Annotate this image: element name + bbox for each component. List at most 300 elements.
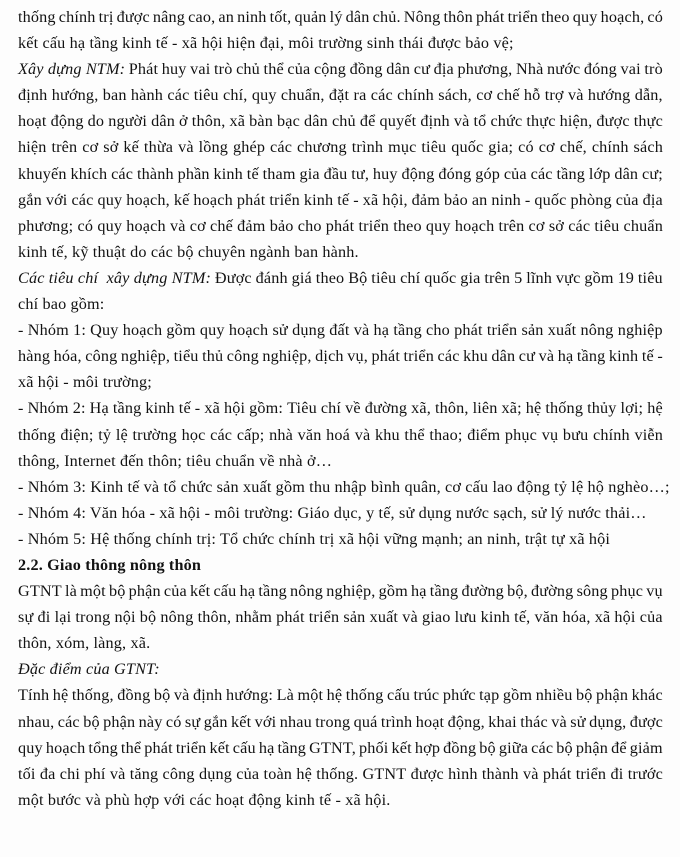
word: quy [199,321,225,340]
document-line [18,448,663,474]
word: gắn [18,190,42,209]
word: tầng [258,582,287,601]
word: thống, [71,686,114,705]
word: vực [555,268,581,287]
word: và [354,425,371,444]
word: nghiệp, [326,582,376,601]
word: kết [231,712,252,731]
word: đặt [328,86,350,105]
word: một [297,686,324,705]
document-line [18,500,663,526]
word: xã [204,399,220,418]
word: các [437,347,460,366]
word: bưu [562,425,589,444]
word: hạ [373,321,390,340]
word: quản [294,8,327,26]
word: dẫn, [634,86,663,105]
word: thao; [429,425,463,444]
italic-lead-in: Các tiêu chí xây dựng NTM: [18,268,212,287]
word: của [639,608,663,627]
word: trên [498,216,525,235]
word: Hạ [89,399,109,418]
word: cấu [387,686,410,705]
word: trong [315,712,351,731]
word: quy [572,8,598,26]
word: phát [454,321,483,340]
document-text-body [18,4,670,813]
word: liên [472,399,498,418]
word: phát [236,190,266,209]
word: hoạch [45,738,86,757]
word: xã [594,608,611,627]
word: thực [633,112,663,131]
word: hệ [52,686,69,705]
word: kết [190,582,211,601]
word: hướng: [225,686,274,705]
word: thôn, [191,112,226,131]
word: dân [304,112,328,131]
word: bảo [269,216,294,235]
line-text: thông, Internet đến thôn; tiêu chuẩn về nhà ở… [18,451,333,470]
word: tiêu [193,86,219,105]
word: và [178,138,194,157]
word: có [77,216,94,235]
word: đảm [237,216,266,235]
word: hệ [326,686,343,705]
word: sự [184,712,201,731]
word: thừa [143,138,174,157]
word: có [518,138,534,157]
document-line [18,56,663,82]
word: tế [246,164,259,183]
word: chính [591,138,629,157]
word: hoạt [18,112,47,131]
word: trợ [544,86,564,105]
word: với [45,190,68,209]
word: điểm [467,425,501,444]
word: Tính [18,686,50,705]
word: tầng [393,321,422,340]
word: phát [325,216,355,235]
word: văn [534,608,559,627]
word: phát [475,8,505,26]
word: các [530,164,553,183]
word: cho [297,216,322,235]
word: tầng [576,347,606,366]
word: sở [548,216,564,235]
word: được [629,712,663,731]
word: trò [644,60,663,79]
word: của [503,164,527,183]
word: dân [614,164,639,183]
word: hoạch [193,190,233,209]
word: hành [130,86,164,105]
word: khác [631,686,663,705]
word: hợp [414,738,441,757]
line-text: kết cấu hạ tầng kinh tế - xã hội hiện đại, môi trường sinh thái được bảo vệ; [18,34,514,53]
word: nông [290,582,324,601]
word: bàn [249,112,273,131]
word: trúc [413,686,440,705]
word: đóng [438,164,472,183]
italic-lead-in: Xây dựng NTM: [18,60,126,79]
line-text: 2.2. Giao thông nông thôn [18,555,202,574]
word: và [109,764,126,783]
document-line [18,474,670,500]
word: chủ. [372,8,401,26]
word: tiểu [173,347,199,366]
word: cư [518,347,536,366]
word: chủ [236,60,260,79]
word: Là [276,686,294,705]
word: cấu [213,582,237,601]
word: triển [308,608,340,627]
word: động, [447,712,485,731]
word: huy [372,164,398,183]
word: phát [276,608,305,627]
word: giao [421,608,451,627]
word: trên [51,138,78,157]
word: hóa, [53,347,82,366]
word: trình [380,712,413,731]
word: triển [403,347,434,366]
word: triển [175,738,207,757]
word: chính [397,86,434,105]
word: công [162,764,195,783]
word: viễn [634,425,663,444]
word: hội [223,399,246,418]
word: về [345,399,361,418]
word: phát [371,347,400,366]
word: vai [620,60,641,79]
word: ghép [232,138,266,157]
word: bạc [277,112,300,131]
word: GTNT, [309,738,356,757]
word: phần [177,164,210,183]
word: dân [491,347,516,366]
document-line [18,161,663,187]
word: Bộ [348,268,368,287]
word: an [471,190,488,209]
document-line [18,369,663,395]
word: - [194,399,201,418]
word: động [50,112,84,131]
word: cư; [642,164,663,183]
word: hiện, [559,112,593,131]
word: chức [490,112,523,131]
word: chính [593,425,630,444]
word: tối [18,764,36,783]
word: thống [545,399,584,418]
word: phục [610,582,644,601]
word: trò [214,60,233,79]
word: hoạch [122,321,163,340]
word: phương, [457,60,513,79]
word: của [615,190,639,209]
word: GTNT [362,764,407,783]
word: phận [103,712,136,731]
word: nước [547,60,581,79]
word: và [402,608,418,627]
word: hoạch, [600,8,645,26]
word: các [568,216,591,235]
word: thể [263,60,284,79]
word: hoạch [228,321,269,340]
word: lồng [198,138,229,157]
word: dịch [315,347,344,366]
word: được [116,8,150,26]
word: dân [386,60,411,79]
word: và [453,112,470,131]
word: các [531,738,554,757]
word: đồng [443,738,477,757]
word: xuất [369,608,399,627]
word: thống. [316,764,359,783]
word: cơ [476,86,493,105]
word: ninh [237,8,267,26]
word: lý [329,8,343,26]
word: kết [209,738,230,757]
word: phí [84,764,106,783]
word: động [401,164,435,183]
word: địa [642,190,663,209]
word: hoạch, [126,190,170,209]
word: các [71,190,94,209]
word: hoạch [454,216,495,235]
word: trên [484,268,511,287]
word: vai [190,60,211,79]
word: và [173,686,190,705]
word: hỗ [523,86,541,105]
word: gồm [378,582,408,601]
word: thống [18,8,56,26]
word: người [108,112,148,131]
word: gồm: [249,399,284,418]
word: triển [507,8,539,26]
word: vụ [541,425,559,444]
word: chính [58,8,96,26]
word: này [138,712,163,731]
word: và [169,216,186,235]
word: các [210,425,233,444]
word: và [353,321,370,340]
word: cho [426,321,450,340]
word: các [270,138,293,157]
document-line [18,761,663,787]
word: xã, [411,399,431,418]
word: quy [18,738,43,757]
word: hóa, [562,608,591,627]
word: 2: [72,399,86,418]
word: thống [18,425,56,444]
word: đi [37,608,51,627]
word: phương; [18,216,74,235]
word: tiêu [371,268,397,287]
word: Nhà [515,60,544,79]
word: tốt, [269,8,292,26]
word: bộ [108,582,126,601]
word: hoá [326,425,351,444]
word: huy [161,60,187,79]
line-text: - Nhóm 3: Kinh tế và tổ chức sản xuất gồm thu nhập bình quân, cơ cấu lao động tỷ lệ hộ nghèo…; [18,477,670,496]
document-line [18,82,663,108]
word: triển [269,190,300,209]
word: sở [103,138,119,157]
word: hướng [587,86,631,105]
word: phối [359,738,389,757]
document-line [18,578,663,604]
word: kinh [213,164,243,183]
word: để [359,112,376,131]
word: nghiệp, [120,347,171,366]
word: vụ [646,582,663,601]
word: tế [337,190,350,209]
word: của [163,582,187,601]
word: hạ [557,347,574,366]
word: chủ [331,112,356,131]
word: dụng, [589,712,627,731]
word: chế [496,86,520,105]
word: nâng [152,8,186,26]
word: điện; [60,425,94,444]
word: tế, [514,608,531,627]
word: chí, [223,86,248,105]
word: thôn, [434,399,469,418]
word: lợi; [620,399,644,418]
word: cộng [313,60,347,79]
word: và [551,712,567,731]
word: quy [97,190,123,209]
line-text: thôn, xóm, làng, xã. [18,634,151,653]
word: thể [120,738,142,757]
word: thôn, [197,608,232,627]
word: tiêu [421,138,447,157]
word: 19 [617,268,634,287]
document-line [18,134,663,160]
word: với [254,712,277,731]
word: thủ [202,347,224,366]
word: dân [151,112,175,131]
word: tế [641,347,654,366]
word: gồm [166,321,196,340]
word: Nông [403,8,441,26]
word: giảm [629,738,663,757]
word: được [410,764,444,783]
word: theo [541,8,570,26]
word: thủy [587,399,617,418]
word: sách [633,138,663,157]
word: của [236,764,260,783]
word: ban [102,86,127,105]
document-line [18,630,663,656]
word: bộ [575,686,593,705]
word: tăng [129,764,159,783]
line-text: xã hội - môi trường; [18,373,152,392]
line-text: - Nhóm 4: Văn hóa - xã hội - môi trường: Giáo dục, y tế, sử dụng nước sạch, sử lý nước thải… [18,503,647,522]
word: - [18,321,24,340]
word: phòng [570,190,612,209]
word: tiêu [594,216,620,235]
word: chương [297,138,347,157]
word: sử [570,712,586,731]
word: đường [461,582,504,601]
word: an [218,8,234,26]
document-line [18,108,663,134]
word: sản [521,321,544,340]
document-line [18,552,663,578]
word: chế, [559,138,587,157]
word: kinh [480,608,511,627]
word: một [80,582,106,601]
word: kinh [303,190,334,209]
word: thể [404,425,425,444]
word: quy [97,216,123,235]
word: khuyến [18,164,67,183]
word: cơ [538,138,555,157]
word: nhau, [18,712,55,731]
word: theo [315,268,345,287]
word: nhiều [535,686,573,705]
document-line [18,526,663,552]
word: phát [144,738,173,757]
word: - [657,347,663,366]
word: gia [299,164,320,183]
word: quy [425,216,451,235]
word: tỷ [98,425,112,444]
word: mục [388,138,417,157]
document-line [18,787,663,813]
word: tầng [429,582,459,601]
word: khích [70,164,108,183]
word: khu [463,347,488,366]
word: trường [132,425,177,444]
word: phận [128,582,161,601]
word: các [370,86,393,105]
word: quốc [534,190,567,209]
word: hội, [382,190,408,209]
line-text: một bước và phù hợp với các hoạt động kinh tế - xã hội. [18,790,391,809]
word: hình [448,764,478,783]
line-text: - Nhóm 5: Hệ thống chính trị: Tổ chức chính trị xã hội vững mạnh; an ninh, trật tự xã hội [18,529,611,548]
word: nhằm [235,608,272,627]
word: cấp; [236,425,265,444]
document-line [18,682,663,708]
word: công [226,347,259,366]
word: trình [351,138,384,157]
word: gia [460,268,481,287]
word: nông [580,321,614,340]
line-text: kinh tế, kỹ thuật do các bộ chuyên ngành ban hành. [18,242,359,261]
word: và [522,764,539,783]
word: phức [442,686,476,705]
word: trong [75,608,111,627]
word: kết [391,738,412,757]
word: bảo [444,190,468,209]
word: Phát [128,60,159,79]
word: đảm [411,190,441,209]
word: hướng, [51,86,99,105]
word: định [193,686,223,705]
word: tế [178,399,191,418]
document-line [18,656,663,682]
word: ninh [491,190,521,209]
word: học [181,425,206,444]
word: bộ [153,686,171,705]
word: quốc [451,138,484,157]
word: để [611,738,627,757]
word: lại [54,608,72,627]
word: Nhóm [27,399,69,418]
